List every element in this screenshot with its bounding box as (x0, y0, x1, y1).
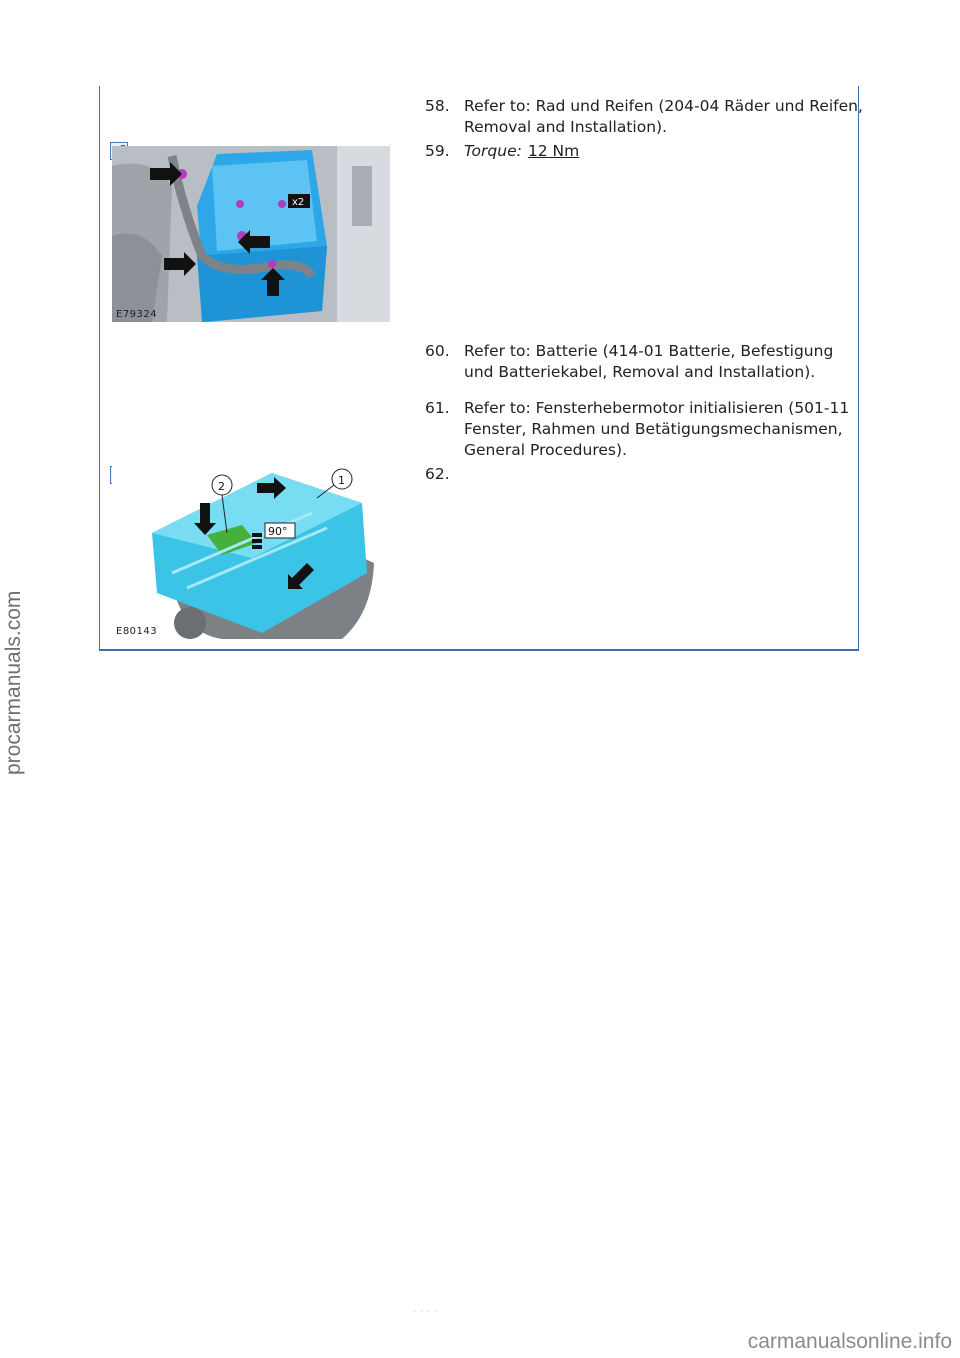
step-text[interactable]: Refer to: Batterie (414-01 Batterie, Befestigung und Batteriekabel, Removal and Installation). (464, 342, 834, 381)
engine-cover-illustration[interactable] (112, 463, 390, 639)
step-number: 58. (425, 97, 450, 115)
side-watermark: procarmanuals.com (2, 590, 25, 775)
callout-90-deg: 90° (268, 525, 288, 538)
figure-id: E80143 (116, 626, 158, 637)
callout-2: 2 (218, 480, 225, 493)
torque-label: Torque: (464, 142, 522, 160)
torque-spec (464, 141, 864, 162)
step-number: 60. (425, 342, 450, 360)
step-number: 59. (425, 142, 450, 160)
callout-1: 1 (338, 474, 345, 487)
step-number: 62. (425, 465, 450, 483)
step-number: 61. (425, 399, 450, 417)
battery-tray-illustration[interactable] (112, 146, 390, 322)
figure-id: E79324 (116, 309, 158, 320)
step-text[interactable]: Refer to: Fensterhebermotor initialisieren (501-11 Fenster, Rahmen und Betätigungsmechanismen, General Procedures). (464, 399, 850, 459)
step-text[interactable]: Refer to: Rad und Reifen (204-04 Räder und Reifen, Removal and Installation). (464, 97, 863, 136)
callout-x2: x2 (292, 197, 305, 208)
page-number: - - - - (413, 1306, 437, 1317)
footer-watermark: carmanualsonline.info (747, 1330, 952, 1353)
torque-value-link[interactable]: 12 Nm (527, 142, 580, 160)
